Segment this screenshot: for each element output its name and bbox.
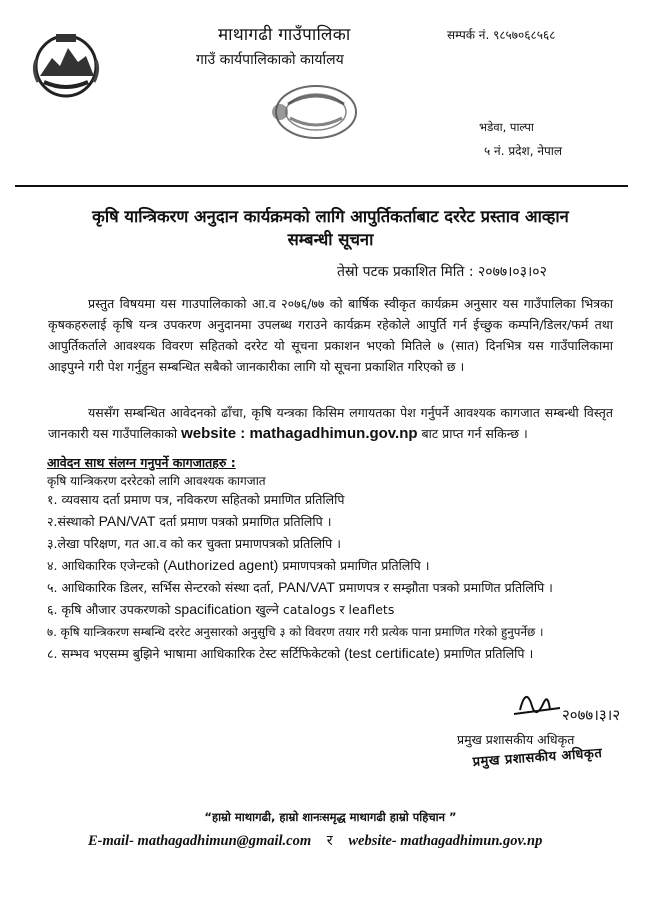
footer-conjunction: र <box>326 833 333 849</box>
nepal-emblem-icon <box>30 30 102 100</box>
footer-email: E-mail- mathagadhimun@gmail.com <box>88 833 312 849</box>
signature-icon <box>500 680 650 732</box>
document-item: ८. सम्भव भएसम्म बुझिने भाषामा आधिकारिक टेस्ट सर्टिफिकेटको (test certificate) प्रमाणित प्रतिलिपि । <box>47 645 534 661</box>
address-line-2: ५ नं. प्रदेश, नेपाल <box>484 144 563 158</box>
officer-title: प्रमुख प्रशासकीय अधिकृत <box>457 732 575 747</box>
paragraph-1: प्रस्तुत विषयमा यस गाउपालिकाको आ.व २०७६/७७ को बार्षिक स्वीकृत कार्यक्रम अनुसार यस गाउँपालिका भित्रका कृषकहरुलाई कृषि यन्त्र उपकरण अनुदानमा उपलब्ध गराउने कार्यक्रम रहेकोले आपुर्ति गर्न ईच्छुक कम्पनि/डिलर/फर्म तथा आपुर्तिकर्ताले आवश्यक विवरण सहितको दररेट यो सूचना प्रकाशन भएको मितिले ७ (सात) दिनभित्र यस गाउँपालिकामा आइपुग्ने गरी पेश गर्नुहुन सम्बन्धित सबैको जानकारीका लागि यो सूचना प्रकाशित गरिएको छ । <box>48 296 613 374</box>
notice-title <box>0 205 661 251</box>
footer-slogan: “हाम्रो माथागढी, हाम्रो शानःसमृद्ध माथागढी हाम्रो पहिचान ” <box>204 810 457 824</box>
publication-date: तेस्रो पटक प्रकाशित मिति : २०७७।०३।०२ <box>337 264 547 280</box>
header-divider <box>15 185 628 187</box>
org-office: गाउँ कार्यपालिकाको कार्यालय <box>196 52 344 68</box>
documents-subheading: कृषि यान्त्रिकरण दररेटको लागि आवश्यक कागजात <box>47 474 266 488</box>
document-item: ४. आधिकारिक एजेन्टको (Authorized agent) प्रमाणपत्रको प्रमाणित प्रतिलिपि । <box>47 557 430 573</box>
contact-number: सम्पर्क नं. ९८५७०६८५६८ <box>447 28 556 42</box>
document-item: २.संस्थाको PAN/VAT दर्ता प्रमाण पत्रको प्रमाणित प्रतिलिपि । <box>47 513 332 529</box>
document-item: ६. कृषि औजार उपकरणको spacification खुल्ने catalogs र leaflets <box>47 601 395 617</box>
notice-title-line-1: कृषि यान्त्रिकरण अनुदान कार्यक्रमको लागि आपुर्तिकर्ताबाट दररेट प्रस्ताव आव्हान <box>92 207 569 226</box>
address-line-1: भडेवा, पाल्पा <box>479 120 534 134</box>
document-item: १. व्यवसाय दर्ता प्रमाण पत्र, नविकरण सहितको प्रमाणित प्रतिलिपि <box>47 492 345 507</box>
footer-contacts <box>88 830 542 850</box>
notice-title-line-2: सम्बन्धी सूचना <box>287 230 374 249</box>
footer-website: website- mathagadhimun.gov.np <box>348 833 543 849</box>
office-seal-icon <box>268 82 364 142</box>
documents-heading: आवेदन साथ संलग्न गनुपर्ने कागजातहरु : <box>47 455 236 470</box>
website-reference: website : mathagadhimun.gov.np <box>181 425 418 442</box>
paragraph-2-text: यससँग सम्बन्धित आवेदनको ढाँचा, कृषि यन्त्रका किसिम लगायतका पेश गर्नुपर्ने आवश्यक कागजात सम्बन्धी विस्तृत जानकारी यस गाउँपालिकाको <box>48 405 613 441</box>
signature-date: २०७७।३।२ <box>562 706 621 724</box>
paragraph-2-tail: बाट प्राप्त गर्न सकिन्छ । <box>421 426 528 441</box>
org-name: माथागढी गाउँपालिका <box>218 25 351 45</box>
document-item: ७. कृषि यान्त्रिकरण सम्बन्धि दररेट अनुसारको अनुसुचि ३ को विवरण तयार गरी प्रत्येक पाना प्रमाणित गरेको हुनुपर्नेछ । <box>47 625 544 639</box>
officer-stamp: प्रमुख प्रशासकीय अधिकृत <box>472 745 603 770</box>
paragraph-2 <box>48 402 613 444</box>
document-item: ५. आधिकारिक डिलर, सर्भिस सेन्टरको संस्था दर्ता, PAN/VAT प्रमाणपत्र र सम्झौता पत्रको प्रमाणित प्रतिलिपि । <box>47 579 553 595</box>
document-item: ३.लेखा परिक्षण, गत आ.व को कर चुक्ता प्रमाणपत्रको प्रतिलिपि । <box>47 536 341 551</box>
